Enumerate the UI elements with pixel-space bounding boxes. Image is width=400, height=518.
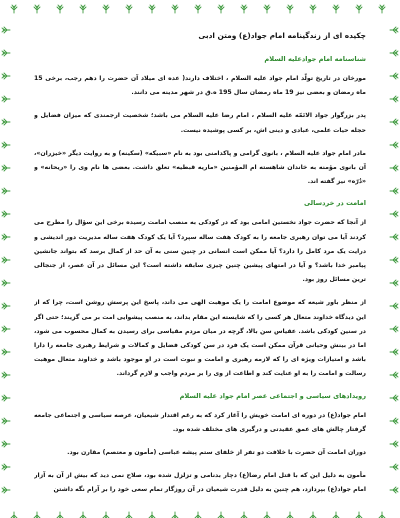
sprig-ornament [390,464,398,470]
paragraph: از آنجا که حضرت جواد نخستین امامی بود که در کودکی به منصب امامت رسیده برخی این سؤال را مطرح می کردند آیا می توان رهبری جامعه را به کودک هفت ساله سپرد؟ آیا یک کودک هفت ساله مدیریت دور اندیشی و درایت یک مرد کامل را دارد؟ آیا ممکن است انسانی در چنین سنی به آن حد از کمال برسد که بتواند جانشین پیامبر خدا باشد؟ و آیا در امتهای پیشین چنین چیزی سابقه داشته است؟ این مسائل در آن عصر، از جنجالی ترین مسائل روز بود. [34,219,366,284]
document-body [34,30,366,498]
sprig-ornament [390,73,398,79]
sprig-ornament [2,142,10,148]
sprig-ornament [264,5,270,13]
sprig-ornament [379,512,385,518]
sprig-ornament [172,5,178,13]
paragraph: دوران امامت آن حضرت با خلافت دو تفر از خلفای ستم پیشه عباسی (مأمون و معتصم) مقارن بود. [67,449,366,457]
sprig-ornament [172,512,178,518]
sprig-ornament [390,27,398,33]
paragraph: از منظر باور شیعه که موضوع امامت را یک موهبت الهی می داند، پاسخ این پرسش روشن است، چرا که از این دیدگاه خداوند متعال هر کسی را که شایسته این مقام بداند، به منصب پیشوایی امت بر می گزیند؛ حتی اگر در سنین کودکی باشد. عقیاس سن بالا، گرچه در میان مردم مقیاسی برای رسیدن به کمال محسوب می شود، اما در بینش وحیانی قرآن ممکن است یک فرد در سن کودکی فضایل و کمالات و شرایط رهبری جامعه را دارا باشد و امتیازات ویژه ای را که لازمه رهبری و امامت و نبوت است در او موجود باشد و خداوند متعال موهبت رسالت و امامت را به او عنایت کند و اطاعت از وی را بر مردم واجب و لازم گرداند. [34,299,366,378]
sprig-ornament [2,441,10,447]
sprig-ornament [390,188,398,194]
sprig-ornament [390,234,398,240]
paragraph: پدر بزرگوار جواد الائمّه علیه السلام ، امام رضا علیه السلام می باشد؛ شخصیت ارجمندی که میزان فضایل و حجله حیات علمی، عبادی و دینی اش، بر کسی پوشیده نیست. [34,112,366,134]
sprig-ornament [241,512,247,518]
sprig-ornament [218,512,224,518]
sprig-ornament [80,512,86,518]
sprig-ornament [333,5,339,13]
sprig-ornament [390,395,398,401]
sprig-ornament [11,512,17,518]
sprig-ornament [2,395,10,401]
sprig-ornament [126,5,132,13]
sprig-ornament [287,512,293,518]
sprig-ornament [2,303,10,309]
sprig-ornament [287,5,293,13]
section-heading: رویدادهای سیاسی و اجتماعی عصر امام جواد علیه السلام [179,391,366,400]
paragraph: مادر امام جواد علیه السلام ، بانوی گرامی و پاکدامنی بود به نام «سبیکه» (سکینه) و به روایت دیگر «خیزران»، آن بانوی مؤمنه به خاندان شاهسته ام المؤمنین «ماریه قبطیه» تعلق داشت. بعضی ها نام وی را «ریحانه» و «دُرّه» نیز گفته اند. [34,149,366,186]
sprig-ornament [195,5,201,13]
sprig-ornament [2,96,10,102]
sprig-ornament [390,119,398,125]
sprig-ornament [2,372,10,378]
sprig-ornament [2,464,10,470]
sprig-ornament [2,50,10,56]
sprig-ornament [2,211,10,217]
sprig-ornament [218,5,224,13]
sprig-ornament [2,418,10,424]
sprig-ornament [390,349,398,355]
sprig-ornament [2,27,10,33]
sprig-ornament [103,512,109,518]
sprig-ornament [390,418,398,424]
sprig-ornament [2,234,10,240]
sprig-ornament [80,5,86,13]
section-heading: امامت در خردسالی [304,199,366,208]
sprig-ornament [390,487,398,493]
sprig-ornament [264,512,270,518]
sprig-ornament [390,326,398,332]
sprig-ornament [390,142,398,148]
sprig-ornament [2,73,10,79]
sprig-ornament [2,280,10,286]
sprig-ornament [356,512,362,518]
sprig-ornament [149,512,155,518]
sprig-ornament [57,5,63,13]
sprig-ornament [390,96,398,102]
sprig-ornament [333,512,339,518]
sprig-ornament [2,188,10,194]
sprig-ornament [2,119,10,125]
sprig-ornament [390,372,398,378]
sprig-ornament [2,349,10,355]
sprig-ornament [390,257,398,263]
sprig-ornament [2,257,10,263]
sprig-ornament [379,5,385,13]
sprig-ornament [390,303,398,309]
paragraph: مأمون به دلیل این که با قتل امام رضا(ع) دچار بدنامی و تزلزل شده بود، صلاح نمی دید که بیش از آن به آزار امام جواد(ع) بپردازد، هم چنین به دلیل قدرت شیعیان در آن روزگار تمام سعی خود را بر آرام نگه داشتن [34,472,366,494]
sprig-ornament [390,165,398,171]
sprig-ornament [390,441,398,447]
sprig-ornament [57,512,63,518]
sprig-ornament [310,5,316,13]
sprig-ornament [11,5,17,13]
sprig-ornament [2,326,10,332]
sprig-ornament [195,512,201,518]
sprig-ornament [34,512,40,518]
sprig-ornament [2,487,10,493]
paragraph: مورخان در تاریخ تولّد امام جواد علیه السلام ، اختلاف دارند( عده ای میلاد آن حضرت را دهم رجب، برخی 15 ماه رمضان و بعضی نیز 19 ماه رمضان سال 195 ه.ق در شهر مدینه می دانند. [34,75,366,97]
sprig-ornament [310,512,316,518]
sprig-ornament [103,5,109,13]
sprig-ornament [390,280,398,286]
section-heading: شناسنامه امام جوادعلیه السلام [264,55,366,63]
sprig-ornament [241,5,247,13]
sprig-ornament [390,50,398,56]
paragraph: امام جواد(ع) در دوره ای امامت خویش را آغاز کرد که به رغم اقتدار شیعیان، عرصه سیاسی و اجتماعی جامعه گرفتار چالش های عمق عقیدتی و درگیری های مختلف شده بود. [34,411,366,433]
sprig-ornament [149,5,155,13]
sprig-ornament [356,5,362,13]
sprig-ornament [2,165,10,171]
sprig-ornament [34,5,40,13]
sprig-ornament [390,211,398,217]
document-title: چکیده ای از زندگینامه امام جواد(ع) ومتن ادبی [198,31,366,40]
sprig-ornament [126,512,132,518]
